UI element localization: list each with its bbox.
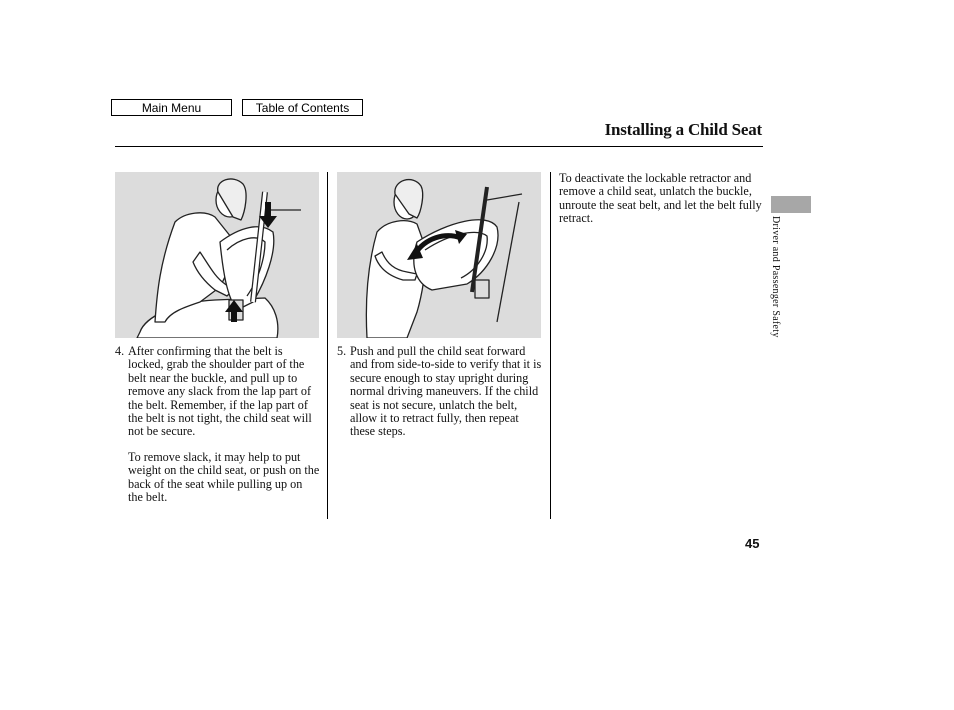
- section-label: Driver and Passenger Safety: [770, 216, 781, 338]
- column-divider: [327, 172, 328, 519]
- table-of-contents-button[interactable]: Table of Contents: [242, 99, 363, 116]
- step-number: 4.: [115, 344, 125, 358]
- section-tab: [771, 196, 811, 213]
- step-text: Push and pull the child seat forward and from side-to-side to verify that it is secure enough to stay upright during normal driving maneuvers. If the child seat is not secure, unlatch the belt, allow it to retract fully, then repeat these steps.: [350, 344, 542, 439]
- deactivate-retractor-text: To deactivate the lockable retractor and remove a child seat, unlatch the buckle, unroute the seat belt, and let the belt fully retract.: [559, 171, 762, 226]
- step-4-note: To remove slack, it may help to put weight on the child seat, or push on the back of the seat while pulling up on the belt.: [128, 450, 320, 505]
- illustration-test-seat: [337, 172, 541, 338]
- step-number: 5.: [337, 344, 347, 358]
- main-menu-button[interactable]: Main Menu: [111, 99, 232, 116]
- title-divider: [115, 146, 763, 147]
- page-title: Installing a Child Seat: [604, 120, 762, 139]
- tighten-belt-drawing: [115, 172, 319, 338]
- column-divider: [550, 172, 551, 519]
- step-4: [115, 345, 320, 439]
- step-5: [337, 345, 542, 439]
- illustration-tighten-belt: [115, 172, 319, 338]
- step-text: After confirming that the belt is locked, grab the shoulder part of the belt near the buckle, and pull up to remove any slack from the lap part of the belt. Remember, if the lap part of the belt is not tight, the child seat will not be secure.: [128, 344, 312, 439]
- page-number: 45: [745, 536, 760, 551]
- test-seat-drawing: [337, 172, 541, 338]
